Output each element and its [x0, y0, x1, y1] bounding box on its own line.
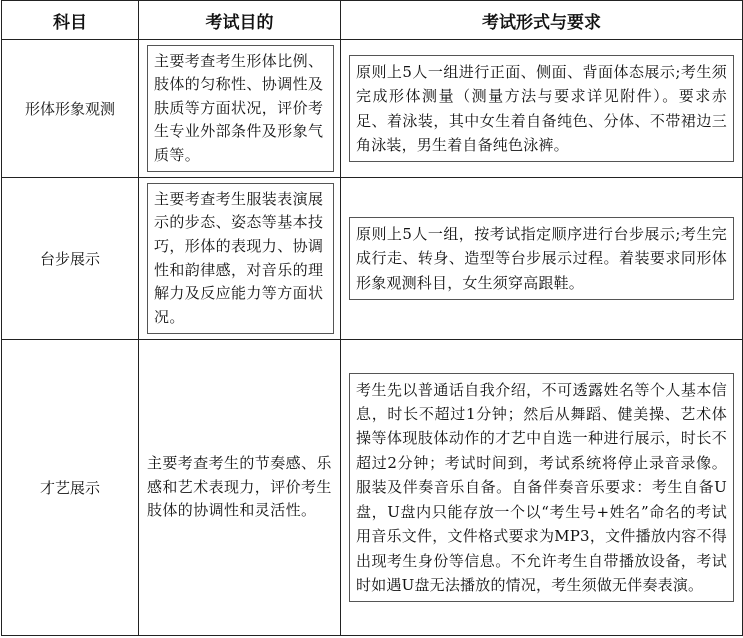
format-text: 原则上5人一组进行正面、侧面、背面体态展示;考生须完成形体测量（测量方法与要求详见附件）。要求赤足、着泳装，其中女生着自备纯色、分体、不带裙边三角泳装，男生着自备纯色泳裤。 — [349, 55, 734, 163]
format-cell — [341, 178, 743, 340]
format-text: 原则上5人一组，按考试指定顺序进行台步展示;考生完成行走、转身、造型等台步展示过程。着装要求同形体形象观测科目，女生须穿高跟鞋。 — [349, 217, 734, 300]
subject-cell: 才艺展示 — [2, 340, 139, 636]
header-purpose: 考试目的 — [139, 1, 341, 40]
purpose-text: 主要考查考生的节奏感、乐感和艺术表现力，评价考生肢体的协调性和灵活性。 — [147, 454, 332, 520]
header-row — [2, 1, 743, 40]
format-text: 考生先以普通话自我介绍，不可透露姓名等个人基本信息，时长不超过1分钟；然后从舞蹈、健美操、艺术体操等体现肢体动作的才艺中自选一种进行展示，时长不超过2分钟；考试时间到，考试系统将停止录音录像。服装及伴奏音乐自备。自备伴奏音乐要求：考生自备U盘，U盘内只能存放一个以“考生号+姓名”命名的考试用音乐文件，文件格式要求为MP3，文件播放内容不得出现考生身份等信息。不允许考生自带播放设备，考试时如遇U盘无法播放的情况，考生须做无伴奏表演。 — [349, 373, 734, 603]
table-row — [2, 40, 743, 178]
format-cell — [341, 340, 743, 636]
header-subject: 科目 — [2, 1, 139, 40]
purpose-cell — [139, 178, 341, 340]
subject-cell: 形体形象观测 — [2, 40, 139, 178]
purpose-cell — [139, 40, 341, 178]
purpose-text: 主要考查考生形体比例、肢体的匀称性、协调性及肤质等方面状况，评价考生专业外部条件及形象气质等。 — [147, 45, 334, 173]
purpose-cell — [139, 340, 341, 636]
header-format: 考试形式与要求 — [341, 1, 743, 40]
purpose-text: 主要考查考生服装表演展示的步态、姿态等基本技巧，形体的表现力、协调性和韵律感，对音乐的理解力及反应能力等方面状况。 — [147, 183, 334, 335]
format-cell — [341, 40, 743, 178]
table-row — [2, 340, 743, 636]
subject-cell: 台步展示 — [2, 178, 139, 340]
table-row — [2, 178, 743, 340]
exam-requirements-table — [1, 0, 743, 636]
